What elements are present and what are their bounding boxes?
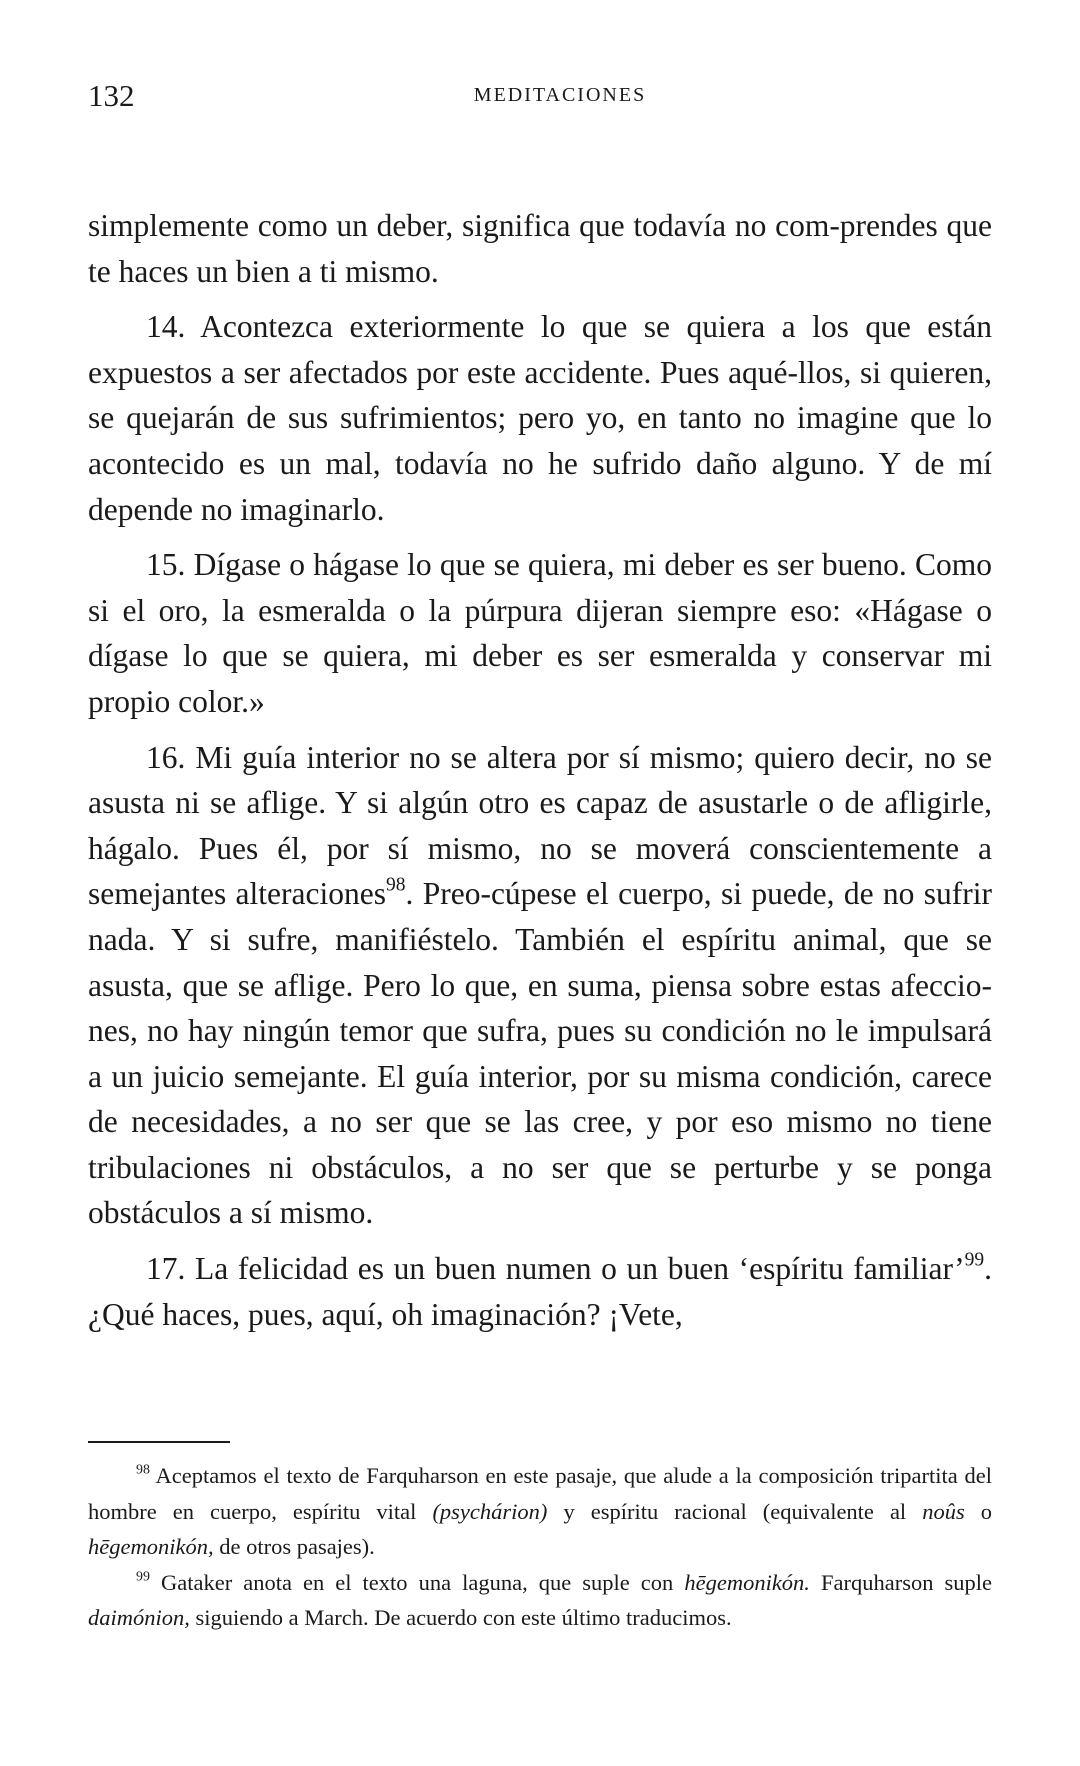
paragraph-continued — [88, 203, 992, 294]
footnote-text: y espíritu racional (equivalente al — [547, 1498, 923, 1524]
paragraph-text: . Preo-cúpese el cuerpo, si puede, de no sufrir nada. Y si sufre, manifiéstelo. También el espíritu animal, que se asusta, que se aflige. Pero lo que, en suma, piensa sobre estas afeccio-nes, no hay ningún temor que sufra, pues su condición no le impulsará a un juicio semejante. El guía interior, por su misma condición, carece de necesidades, a no ser que se las cree, y por eso mismo no tiene tribulaciones ni obstáculos, a no ser que se perturbe y se ponga obstáculos a sí mismo. — [88, 876, 992, 1231]
body-text — [88, 203, 992, 1337]
page-number: 132 — [88, 78, 135, 113]
running-head — [88, 78, 992, 118]
footnote-text: siguiendo a March. De acuerdo con este último traducimos. — [189, 1605, 732, 1630]
paragraph-15 — [88, 542, 992, 724]
footnote-italic-term: daimónion, — [88, 1605, 190, 1630]
paragraph-14 — [88, 304, 992, 532]
footnote-italic-term: noûs — [922, 1498, 965, 1524]
paragraph-text: 15. Dígase o hágase lo que se quiera, mi deber es ser bueno. Como si el oro, la esmeralda o la púrpura dijeran siempre eso: «Hágase o dígase lo que se quiera, mi deber es ser esmeralda y conservar mi propio color.» — [88, 547, 992, 719]
footnote-98 — [88, 1458, 992, 1565]
footnote-marker-99: 99 — [136, 1568, 150, 1584]
footnote-ref-99[interactable]: 99 — [964, 1249, 985, 1271]
paragraph-17 — [88, 1246, 992, 1337]
footnote-italic-term: hēgemonikón, — [88, 1534, 214, 1559]
paragraph-text: simplemente como un deber, significa que todavía no com-prendes que te haces un bien a ti mismo. — [88, 208, 992, 289]
footnote-text: Aceptamos el texto de Farquharson en este pasaje, que alude a la composición tripartita del hombre en cuerpo, espíritu vital — [88, 1463, 992, 1524]
footnote-italic-term: (psychárion) — [432, 1498, 548, 1524]
footnote-text: de otros pasajes). — [213, 1534, 375, 1559]
footnote-marker-98: 98 — [136, 1462, 150, 1478]
book-title: MEDITACIONES — [473, 84, 647, 106]
paragraph-text: 14. Acontezca exteriormente lo que se quiera a los que están expuestos a ser afectados por este accidente. Pues aqué-llos, si quieren, se quejarán de sus sufrimientos; pero yo, en tanto no imagine que lo acontecido es un mal, todavía no he sufrido daño alguno. Y de mí depende no imaginarlo. — [88, 309, 992, 527]
paragraph-text: . ¿Qué haces, pues, aquí, oh imaginación? ¡Vete, — [88, 1251, 992, 1332]
footnotes — [88, 1458, 992, 1636]
footnote-99 — [88, 1565, 992, 1636]
footnote-italic-term: hēgemonikón. — [684, 1569, 810, 1595]
paragraph-16 — [88, 735, 992, 1237]
footnote-text: Gataker anota en el texto una laguna, que suple con — [149, 1569, 685, 1595]
footnote-text: Farquharson suple — [809, 1569, 992, 1595]
footnote-divider — [88, 1441, 230, 1443]
paragraph-text: 17. La felicidad es un buen numen o un buen ‘espíritu familiar’ — [146, 1251, 965, 1287]
footnote-text: o — [964, 1498, 993, 1524]
footnote-ref-98[interactable]: 98 — [385, 874, 406, 896]
paragraph-text: 16. Mi guía interior no se altera por sí mismo; quiero decir, no se asusta ni se aflige. Y si algún otro es capaz de asustarle o de afligirle, hágalo. Pues él, por sí mismo, no se moverá conscientemente a semejantes alteraciones — [88, 739, 992, 912]
